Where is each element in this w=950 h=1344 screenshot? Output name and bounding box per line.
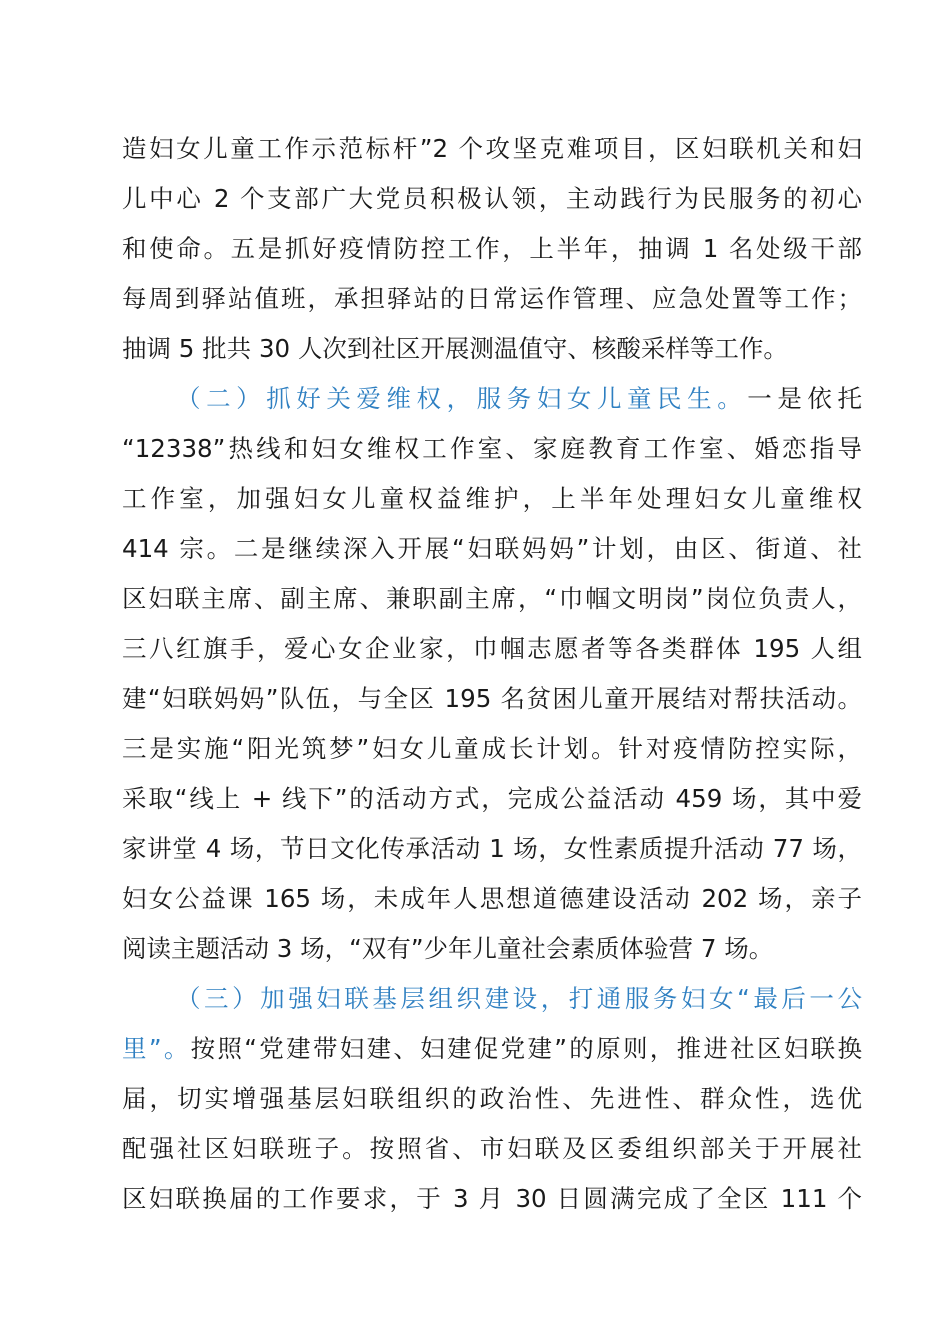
text-line: 家讲堂 4 场，节日文化传承活动 1 场，女性素质提升活动 77 场， <box>122 834 862 863</box>
text-line: 三八红旗手，爱心女企业家，巾帼志愿者等各类群体 195 人组 <box>122 634 862 663</box>
text-fragment: 按照“党建带妇建、妇建促党建”的原则，推进社区妇联换 <box>190 1034 862 1063</box>
text-line: 区妇联换届的工作要求，于 3 月 30 日圆满完成了全区 111 个 <box>122 1184 862 1213</box>
section-heading-line <box>176 379 862 419</box>
text-fragment: 一是依托 <box>747 384 863 413</box>
text-line: 配强社区妇联班子。按照省、市妇联及区委组织部关于开展社 <box>122 1134 862 1163</box>
text-line: 三是实施“阳光筑梦”妇女儿童成长计划。针对疫情防控实际， <box>122 734 862 763</box>
text-line: 和使命。五是抓好疫情防控工作，上半年，抽调 1 名处级干部 <box>122 234 862 263</box>
text-line: 区妇联主席、副主席、兼职副主席，“巾帼文明岗”岗位负责人， <box>122 584 862 613</box>
text-line: 儿中心 2 个支部广大党员积极认领，主动践行为民服务的初心 <box>122 184 862 213</box>
text-line: 建“妇联妈妈”队伍，与全区 195 名贫困儿童开展结对帮扶活动。 <box>122 684 862 713</box>
section-heading: （二）抓好关爱维权，服务妇女儿童民生。 <box>176 384 748 413</box>
section-heading-tail: 里”。 <box>122 1034 191 1063</box>
text-line: 抽调 5 批共 30 人次到社区开展测温值守、核酸采样等工作。 <box>122 334 788 363</box>
text-line: 工作室，加强妇女儿童权益维护，上半年处理妇女儿童维权 <box>122 484 862 513</box>
section-heading: （三）加强妇联基层组织建设，打通服务妇女“最后一公 <box>176 984 862 1013</box>
text-line: 造妇女儿童工作示范标杆”2 个攻坚克难项目，区妇联机关和妇 <box>122 134 862 163</box>
text-line: 采取“线上 + 线下”的活动方式，完成公益活动 459 场，其中爱 <box>122 784 862 813</box>
text-line: 届，切实增强基层妇联组织的政治性、先进性、群众性，选优 <box>122 1084 862 1113</box>
text-line: 阅读主题活动 3 场，“双有”少年儿童社会素质体验营 7 场。 <box>122 934 774 963</box>
text-line: 妇女公益课 165 场，未成年人思想道德建设活动 202 场，亲子 <box>122 884 862 913</box>
text-line: “12338”热线和妇女维权工作室、家庭教育工作室、婚恋指导 <box>122 434 862 463</box>
text-line: 414 宗。二是继续深入开展“妇联妈妈”计划，由区、街道、社 <box>122 534 862 563</box>
text-line: 每周到驿站值班，承担驿站的日常运作管理、应急处置等工作； <box>122 284 862 313</box>
section-heading-line <box>122 1029 862 1069</box>
